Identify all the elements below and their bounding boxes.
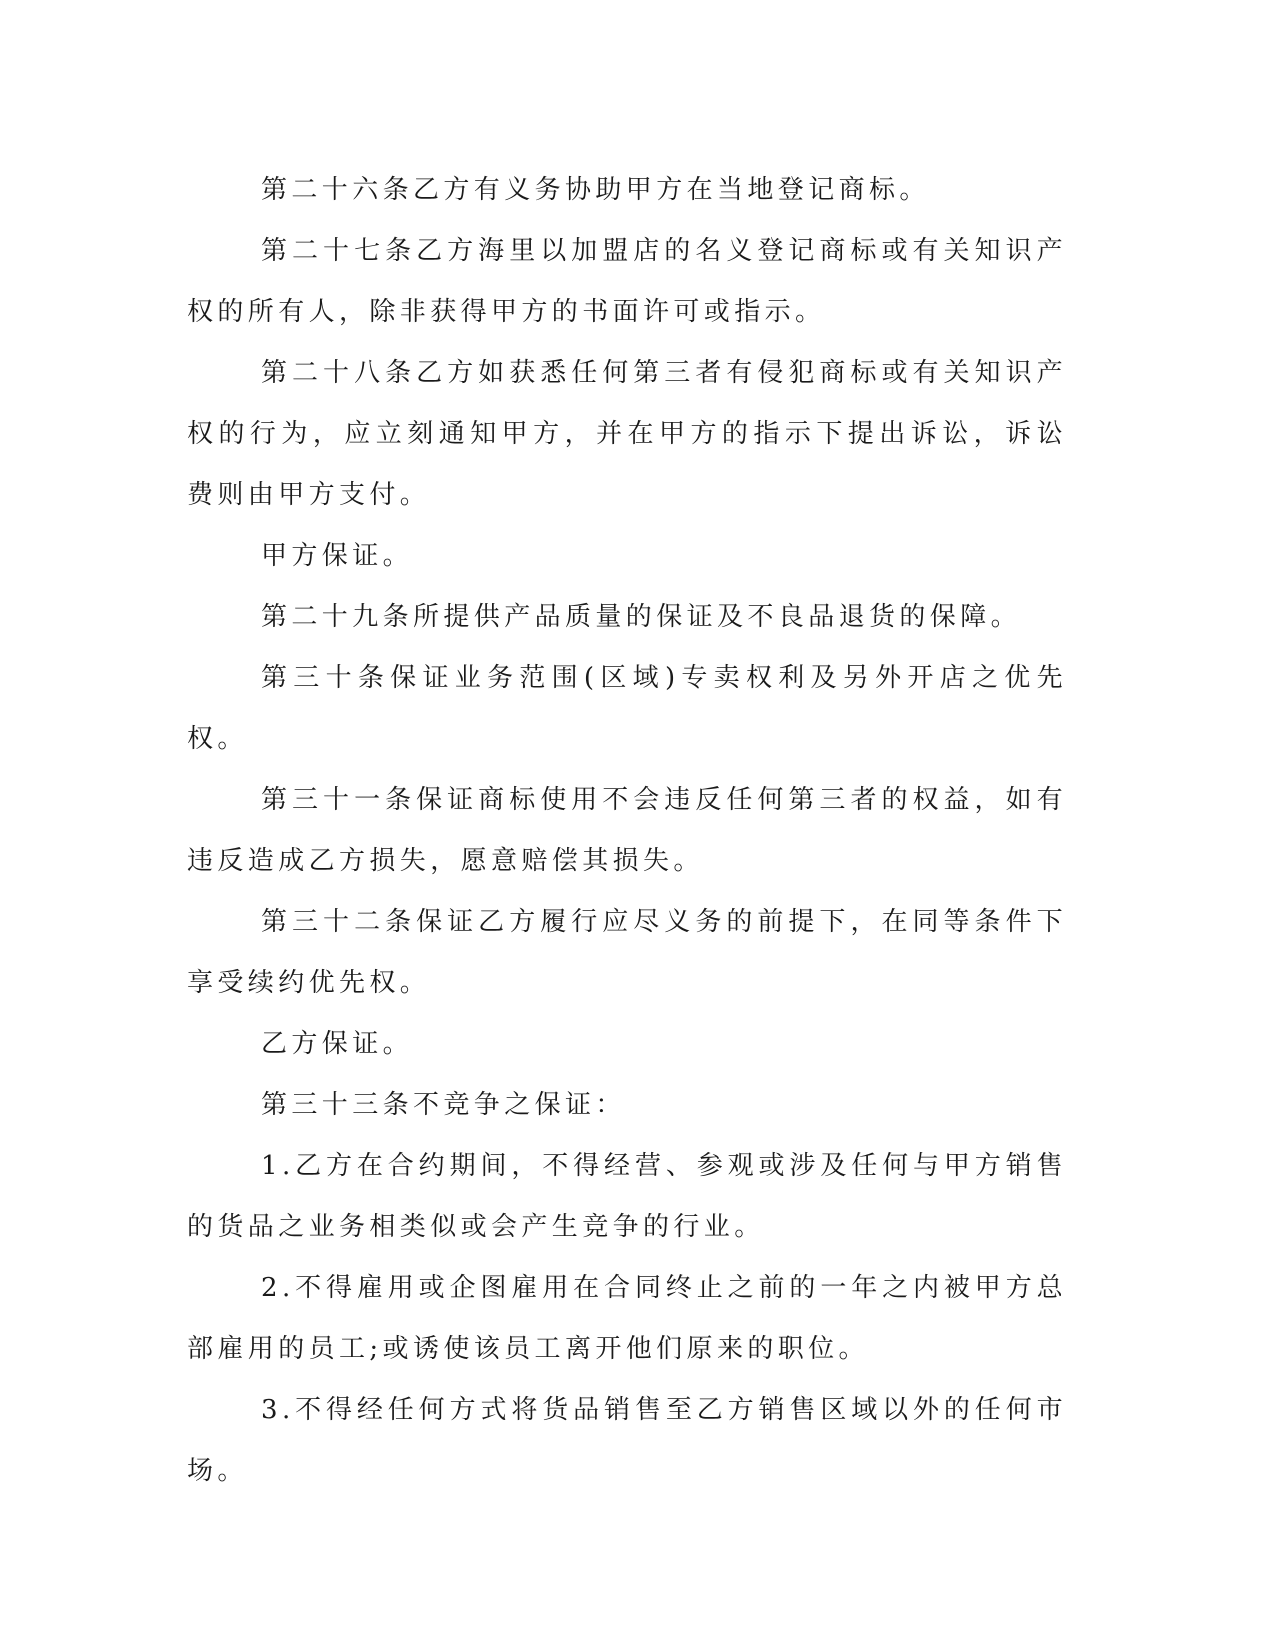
section-heading-party-b-guarantee: 乙方保证。 (261, 1029, 414, 1059)
paragraph-article-32: 第三十二条保证乙方履行应尽义务的前提下，在同等条件下享受续约优先权。 (187, 907, 1067, 998)
paragraph-article-30: 第三十条保证业务范围(区域)专卖权利及另外开店之优先权。 (187, 663, 1067, 754)
list-item-1: 1.乙方在合约期间，不得经营、参观或涉及任何与甲方销售的货品之业务相类似或会产生竞争的行业。 (187, 1151, 1067, 1242)
paragraph-article-27: 第二十七条乙方海里以加盟店的名义登记商标或有关知识产权的所有人，除非获得甲方的书面许可或指示。 (187, 236, 1067, 327)
paragraph-article-31: 第三十一条保证商标使用不会违反任何第三者的权益，如有违反造成乙方损失，愿意赔偿其损失。 (187, 785, 1067, 876)
list-item-2: 2.不得雇用或企图雇用在合同终止之前的一年之内被甲方总部雇用的员工;或诱使该员工离开他们原来的职位。 (187, 1273, 1067, 1364)
list-item-3: 3.不得经任何方式将货品销售至乙方销售区域以外的任何市场。 (187, 1395, 1067, 1486)
document-body (187, 160, 1067, 1502)
paragraph-article-33: 第三十三条不竞争之保证： (261, 1090, 626, 1120)
paragraph-article-28: 第二十八条乙方如获悉任何第三者有侵犯商标或有关知识产权的行为，应立刻通知甲方，并在甲方的指示下提出诉讼，诉讼费则由甲方支付。 (187, 358, 1067, 510)
section-heading-party-a-guarantee: 甲方保证。 (261, 541, 414, 571)
paragraph-article-29: 第二十九条所提供产品质量的保证及不良品退货的保障。 (261, 602, 1022, 632)
paragraph-article-26: 第二十六条乙方有义务协助甲方在当地登记商标。 (261, 175, 930, 205)
